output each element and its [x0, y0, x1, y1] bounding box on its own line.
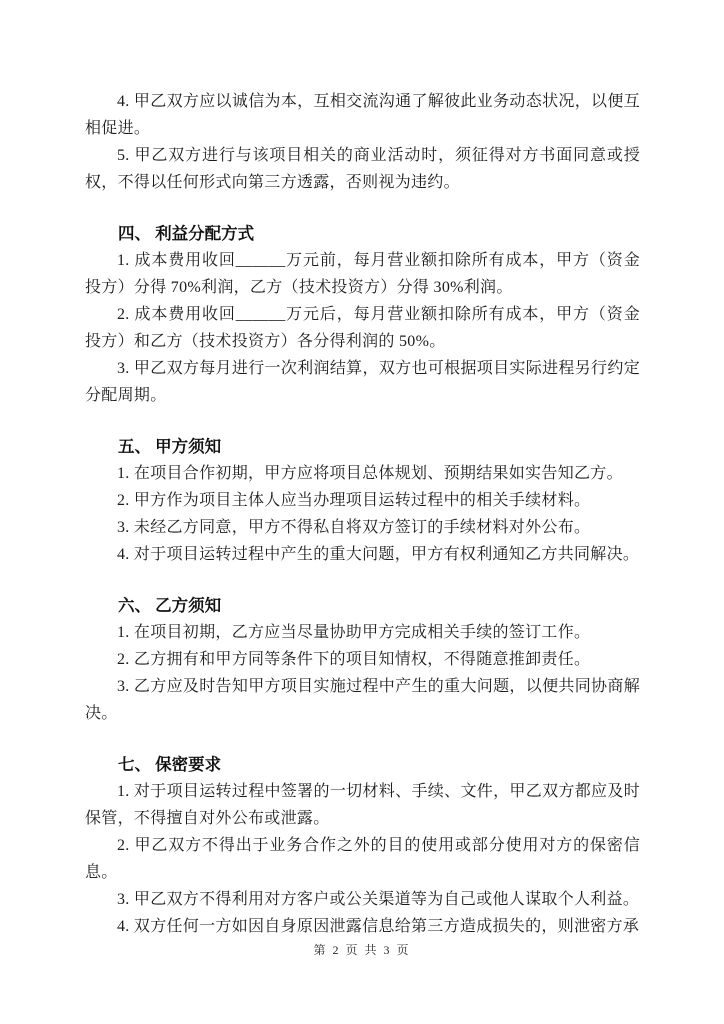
- section-heading: 七、 保密要求: [118, 755, 222, 774]
- clause: 1. 在项目初期，乙方应当尽量协助甲方完成相关手续的签订工作。: [117, 624, 591, 641]
- clause: 1. 成本费用收回______万元前，每月营业额扣除所有成本，甲方（资金投方）分得 70%利润，乙方（技术投资方）分得 30%利润。: [85, 252, 640, 296]
- clause: 3. 甲乙双方每月进行一次利润结算，双方也可根据项目实际进程另行约定分配周期。: [85, 360, 640, 404]
- clause: 2. 甲方作为项目主体人应当办理项目运转过程中的相关手续材料。: [117, 492, 591, 509]
- section-party-b-notices: [85, 592, 640, 727]
- clause: 4. 甲乙双方应以诚信为本，互相交流沟通了解彼此业务动态状况，以便互相促进。: [85, 93, 640, 137]
- section-heading: 六、 乙方须知: [118, 596, 222, 615]
- clause: 3. 甲乙双方不得利用对方客户或公关渠道等为自己或他人谋取个人利益。: [117, 891, 640, 908]
- clause: 1. 对于项目运转过程中签署的一切材料、手续、文件，甲乙双方都应及时保管，不得擅自对外公布或泄露。: [85, 783, 640, 827]
- clause: 5. 甲乙双方进行与该项目相关的商业活动时，须征得对方书面同意或授权，不得以任何形式向第三方透露，否则视为违约。: [85, 147, 640, 191]
- page-number: 第 2 页 共 3 页: [313, 943, 411, 957]
- section-party-a-notices: [85, 433, 640, 568]
- section-profit-distribution: [85, 220, 640, 409]
- document-body: [85, 88, 640, 940]
- section-heading: 五、 甲方须知: [118, 437, 222, 456]
- clause: 2. 甲乙双方不得出于业务合作之外的目的使用或部分使用对方的保密信息。: [85, 837, 640, 881]
- section-confidentiality: [85, 751, 640, 940]
- clause: 1. 在项目合作初期，甲方应将项目总体规划、预期结果如实告知乙方。: [117, 465, 623, 482]
- clause: 3. 乙方应及时告知甲方项目实施过程中产生的重大问题，以便共同协商解决。: [85, 678, 640, 722]
- clause: 2. 成本费用收回______万元后，每月营业额扣除所有成本，甲方（资金投方）和乙方（技术投资方）各分得利润的 50%。: [85, 306, 640, 350]
- section-heading: 四、 利益分配方式: [118, 224, 255, 243]
- clause: 4. 对于项目运转过程中产生的重大问题，甲方有权利通知乙方共同解决。: [117, 546, 640, 563]
- clause: 3. 未经乙方同意，甲方不得私自将双方签订的手续材料对外公布。: [117, 519, 591, 536]
- clause: 2. 乙方拥有和甲方同等条件下的项目知情权，不得随意推卸责任。: [117, 651, 591, 668]
- clause: 4. 双方任何一方如因自身原因泄露信息给第三方造成损失的，则泄密方承: [117, 918, 640, 935]
